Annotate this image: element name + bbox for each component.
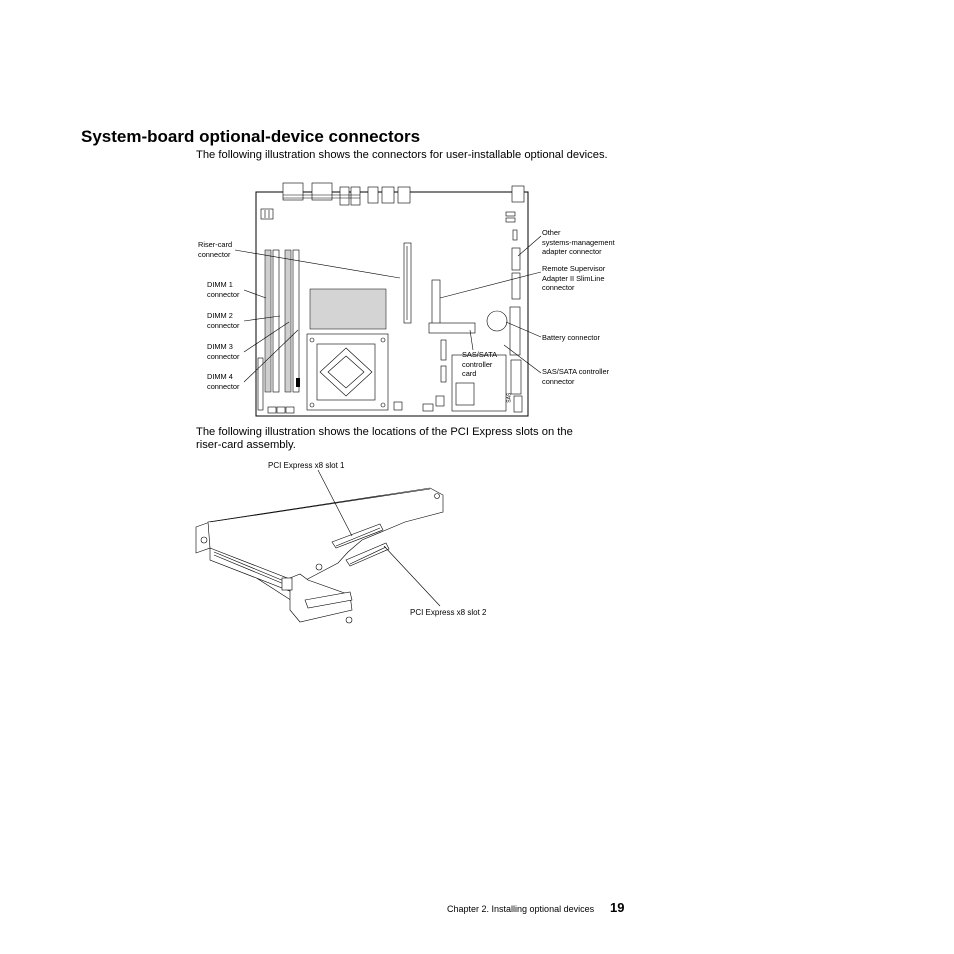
intro-paragraph-2-line2: riser-card assembly. — [196, 439, 296, 451]
intro-paragraph-2-line1: The following illustration shows the locations of the PCI Express slots on the — [196, 426, 573, 438]
section-heading: System-board optional-device connectors — [81, 127, 421, 146]
label-dimm1-connector: DIMM 1 connector — [207, 280, 240, 299]
intro-paragraph-1: The following illustration shows the connectors for user-installable optional devices. — [196, 149, 608, 161]
footer-chapter-title: Chapter 2. Installing optional devices — [447, 904, 595, 914]
sas-chip-mark: SAS — [506, 392, 513, 403]
label-sas-sata-controller-card: SAS/SATA controller card — [462, 350, 498, 378]
label-pci-express-slot-1: PCI Express x8 slot 1 — [268, 461, 345, 470]
label-pci-express-slot-2: PCI Express x8 slot 2 — [410, 608, 487, 617]
label-rsa-slimline-connector: Remote Supervisor Adapter II SlimLine connector — [542, 264, 606, 292]
label-dimm3-connector: DIMM 3 connector — [207, 342, 240, 361]
label-riser-card-connector: Riser-card connector — [198, 240, 233, 259]
label-dimm4-connector: DIMM 4 connector — [207, 372, 240, 391]
label-other-systems-management-connector: Other systems-management adapter connector — [542, 228, 615, 256]
label-sas-sata-controller-connector: SAS/SATA controller connector — [542, 367, 610, 386]
label-battery-connector: Battery connector — [542, 333, 600, 342]
page-number: 19 — [610, 900, 625, 915]
label-dimm2-connector: DIMM 2 connector — [207, 311, 240, 330]
